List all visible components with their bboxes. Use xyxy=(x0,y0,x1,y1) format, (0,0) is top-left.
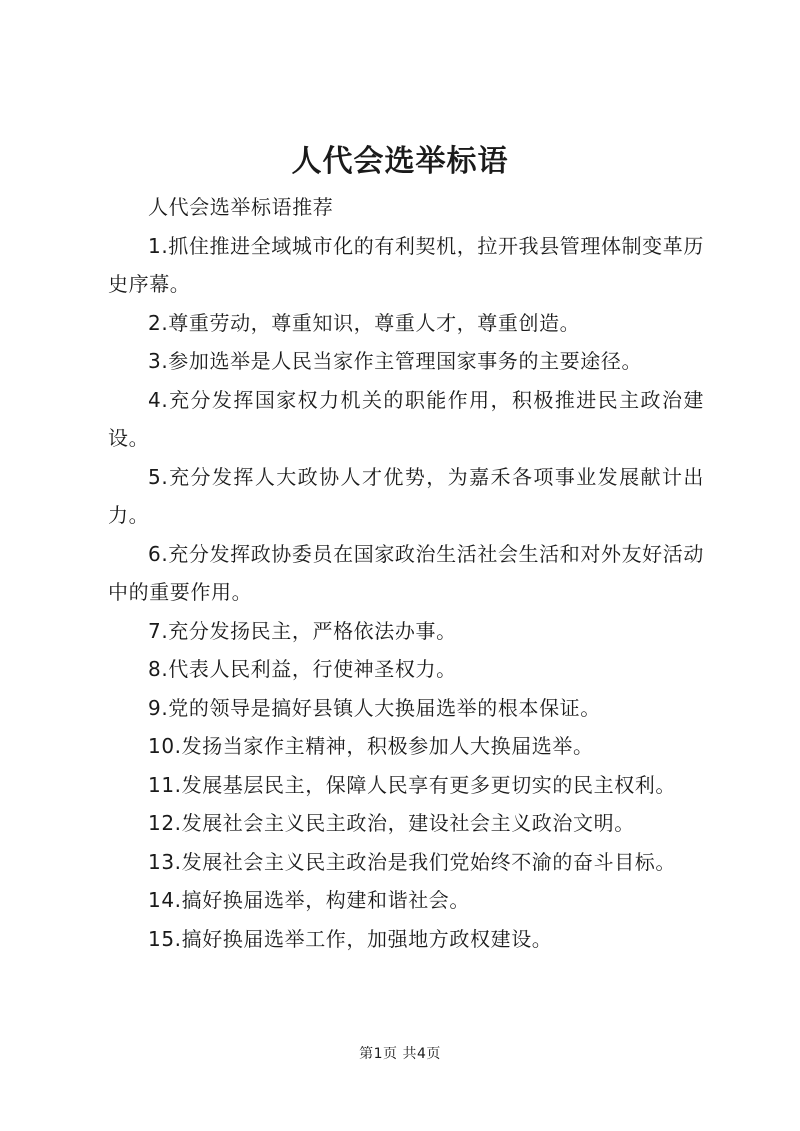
slogan-item: 15.搞好换届选举工作，加强地方政权建设。 xyxy=(148,926,553,951)
slogan-item: 7.充分发扬民主，严格依法办事。 xyxy=(148,618,457,643)
slogan-item: 11.发展基层民主，保障人民享有更多更切实的民主权利。 xyxy=(148,772,677,797)
slogan-item: 1.抓住推进全域城市化的有利契机，拉开我县管理体制变革历史序幕。 xyxy=(108,233,704,296)
document-body xyxy=(108,188,704,958)
page-footer: 第1页 共4页 xyxy=(359,1046,441,1062)
slogan-item: 8.代表人民利益，行使神圣权力。 xyxy=(148,657,457,681)
slogan-item: 10.发扬当家作主精神，积极参加人大换届选举。 xyxy=(148,734,594,758)
document-title: 人代会选举标语 xyxy=(291,144,509,179)
intro-paragraph: 人代会选举标语推荐 xyxy=(148,195,334,219)
slogan-item: 9.党的领导是搞好县镇人大换届选举的根本保证。 xyxy=(148,695,601,720)
slogan-item: 4.充分发挥国家权力机关的职能作用，积极推进民主政治建设。 xyxy=(108,387,704,450)
slogan-item: 5.充分发挥人大政协人才优势，为嘉禾各项事业发展献计出力。 xyxy=(108,464,704,527)
slogan-item: 13.发展社会主义民主政治是我们党始终不渝的奋斗目标。 xyxy=(148,849,677,874)
slogan-item: 3.参加选举是人民当家作主管理国家事务的主要途径。 xyxy=(148,349,643,373)
slogan-item: 6.充分发挥政协委员在国家政治生活社会生活和对外友好活动中的重要作用。 xyxy=(108,541,704,604)
slogan-item: 12.发展社会主义民主政治，建设社会主义政治文明。 xyxy=(148,811,635,835)
slogan-item: 14.搞好换届选举，构建和谐社会。 xyxy=(148,888,471,912)
slogan-item: 2.尊重劳动，尊重知识，尊重人才，尊重创造。 xyxy=(148,310,581,335)
